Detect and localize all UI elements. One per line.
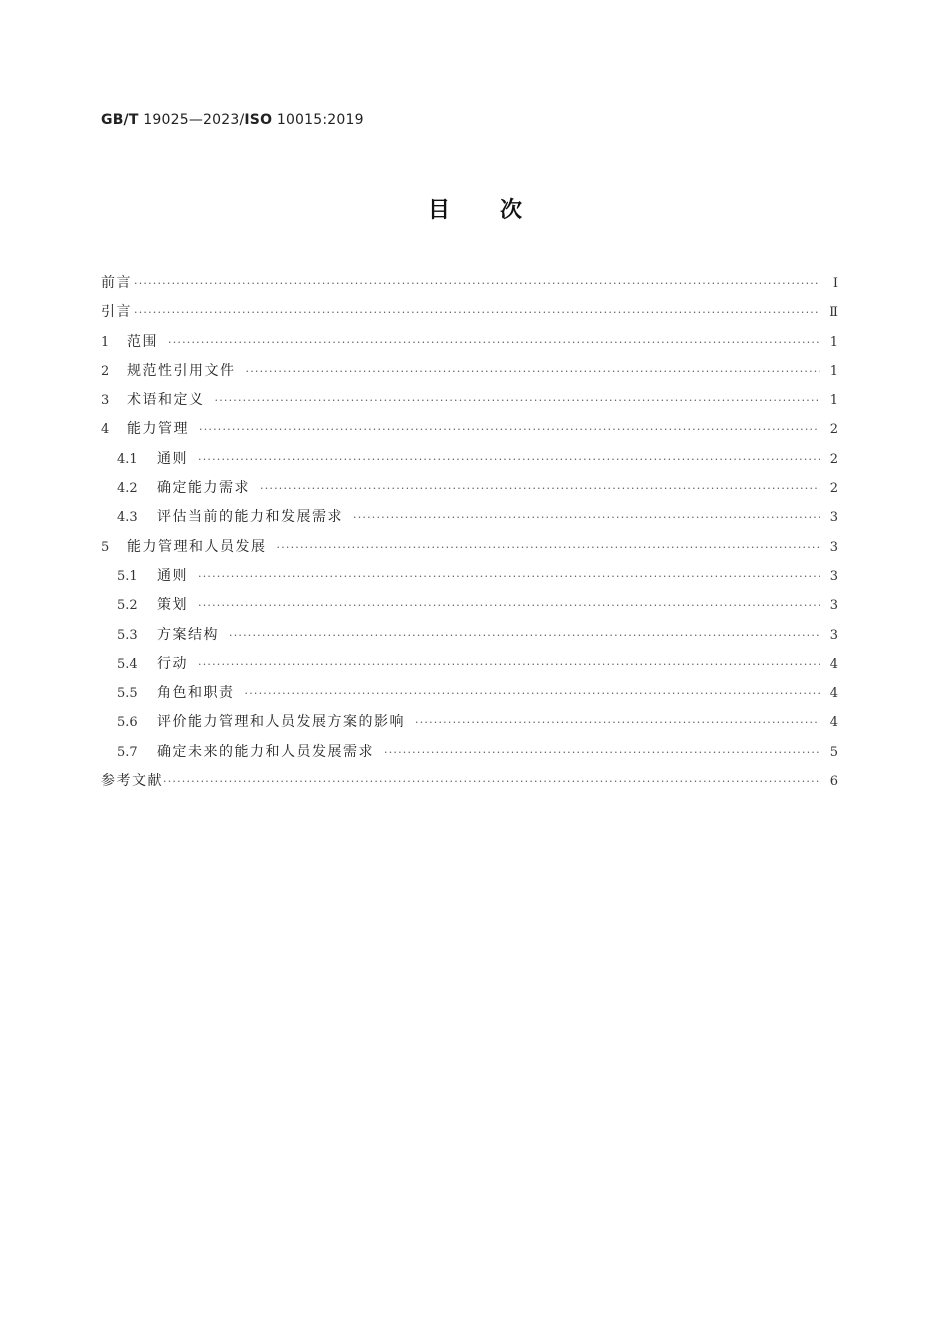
toc-leader-dots	[246, 361, 821, 383]
toc-entry-page: 1	[829, 393, 838, 409]
toc-entry-page: 4	[829, 686, 838, 702]
toc-entry-number: 5.6	[117, 715, 138, 731]
toc-entry-page: 1	[829, 363, 838, 379]
document-code	[101, 112, 364, 128]
toc-leader-dots	[215, 390, 821, 412]
toc-entry-label: 前言	[101, 275, 132, 291]
toc-entry-number: 3	[101, 393, 110, 409]
toc-entry-bibliography[interactable]	[101, 770, 838, 799]
toc-leader-dots	[198, 566, 820, 588]
toc-leader-dots	[168, 332, 820, 354]
toc-entry-label: 评价能力管理和人员发展方案的影响	[157, 714, 405, 731]
toc-leader-dots	[245, 683, 821, 705]
toc-entry-page: 1	[829, 334, 838, 350]
toc-leader-dots	[277, 537, 821, 559]
toc-entry-page: 2	[829, 451, 838, 467]
toc-entry-5-1[interactable]	[101, 565, 838, 594]
toc-entry-label: 评估当前的能力和发展需求	[157, 509, 343, 526]
toc-entry-page: 4	[829, 656, 838, 672]
toc-entry-page: 6	[829, 774, 838, 790]
toc-leader-dots	[384, 742, 820, 764]
toc-entry-foreword[interactable]	[101, 272, 838, 301]
toc-entry-number: 4	[101, 422, 110, 438]
toc-leader-dots	[163, 771, 820, 793]
toc-leader-dots	[229, 625, 820, 647]
toc-entry-page: 3	[829, 598, 838, 614]
toc-entry-page: 2	[829, 422, 838, 438]
toc-entry-page: 3	[829, 510, 838, 526]
toc-entry-number: 5.2	[117, 598, 138, 614]
toc-entry-page: 2	[829, 481, 838, 497]
toc-entry-competence-management[interactable]	[101, 418, 838, 447]
toc-leader-dots	[199, 419, 820, 441]
toc-entry-page: 4	[829, 715, 838, 731]
toc-entry-number: 4.2	[117, 481, 138, 497]
toc-entry-4-1[interactable]	[101, 448, 838, 477]
toc-entry-label: 规范性引用文件	[127, 362, 236, 379]
toc-leader-dots	[353, 507, 820, 529]
toc-entry-number: 5.7	[117, 744, 138, 760]
toc-leader-dots	[134, 273, 820, 295]
toc-entry-label: 策划	[157, 597, 188, 614]
toc-entry-number: 5.5	[117, 686, 138, 702]
toc-entry-terms-definitions[interactable]	[101, 389, 838, 418]
toc-entry-5-7[interactable]	[101, 741, 838, 770]
toc-leader-dots	[198, 595, 820, 617]
toc-entry-page: Ⅰ	[832, 276, 838, 291]
toc-entry-page: 3	[829, 568, 838, 584]
toc-entry-4-2[interactable]	[101, 477, 838, 506]
toc-entry-number: 2	[101, 363, 110, 379]
toc-entry-number: 5	[101, 539, 110, 555]
toc-leader-dots	[260, 478, 820, 500]
toc-entry-label: 通则	[157, 567, 188, 584]
iso-number: 10015:2019	[276, 112, 364, 128]
toc-entry-5-2[interactable]	[101, 594, 838, 623]
toc-entry-label: 参考文献	[101, 773, 163, 790]
toc-entry-number: 5.4	[117, 656, 138, 672]
toc-entry-label: 通则	[157, 450, 188, 467]
toc-entry-label: 引言	[101, 304, 132, 321]
toc-entry-number: 5.3	[117, 627, 138, 643]
page-title: 目次	[427, 198, 572, 223]
toc-entry-5-3[interactable]	[101, 624, 838, 653]
toc-entry-number: 4.1	[117, 451, 138, 467]
iso-prefix: ISO	[244, 112, 273, 128]
toc-entry-5-5[interactable]	[101, 682, 838, 711]
standard-prefix: GB/T	[101, 112, 139, 128]
toc-entry-page: Ⅱ	[829, 305, 838, 321]
toc-entry-number: 4.3	[117, 510, 138, 526]
toc-entry-label: 方案结构	[157, 626, 219, 643]
toc-entry-5-4[interactable]	[101, 653, 838, 682]
toc-entry-label: 角色和职责	[157, 685, 235, 702]
toc-entry-page: 3	[829, 539, 838, 555]
toc-entry-introduction[interactable]	[101, 301, 838, 330]
toc-leader-dots	[134, 302, 820, 324]
toc-entry-label: 行动	[157, 655, 188, 672]
toc-entry-label: 术语和定义	[127, 392, 205, 409]
toc-entry-label: 能力管理	[127, 421, 189, 438]
toc-entry-label: 能力管理和人员发展	[127, 538, 267, 555]
toc-leader-dots	[198, 449, 820, 471]
table-of-contents	[101, 272, 838, 799]
toc-entry-people-development[interactable]	[101, 536, 838, 565]
toc-entry-scope[interactable]	[101, 331, 838, 360]
standard-number: 19025—2023/	[143, 112, 245, 128]
toc-entry-label: 确定未来的能力和人员发展需求	[157, 743, 374, 760]
toc-entry-label: 确定能力需求	[157, 480, 250, 497]
toc-entry-number: 1	[101, 334, 110, 350]
toc-entry-page: 5	[829, 744, 838, 760]
toc-leader-dots	[198, 654, 820, 676]
toc-entry-page: 3	[829, 627, 838, 643]
toc-leader-dots	[415, 712, 820, 734]
toc-entry-4-3[interactable]	[101, 506, 838, 535]
toc-entry-normative-references[interactable]	[101, 360, 838, 389]
toc-entry-number: 5.1	[117, 568, 138, 584]
toc-entry-label: 范围	[127, 333, 158, 350]
toc-entry-5-6[interactable]	[101, 711, 838, 740]
